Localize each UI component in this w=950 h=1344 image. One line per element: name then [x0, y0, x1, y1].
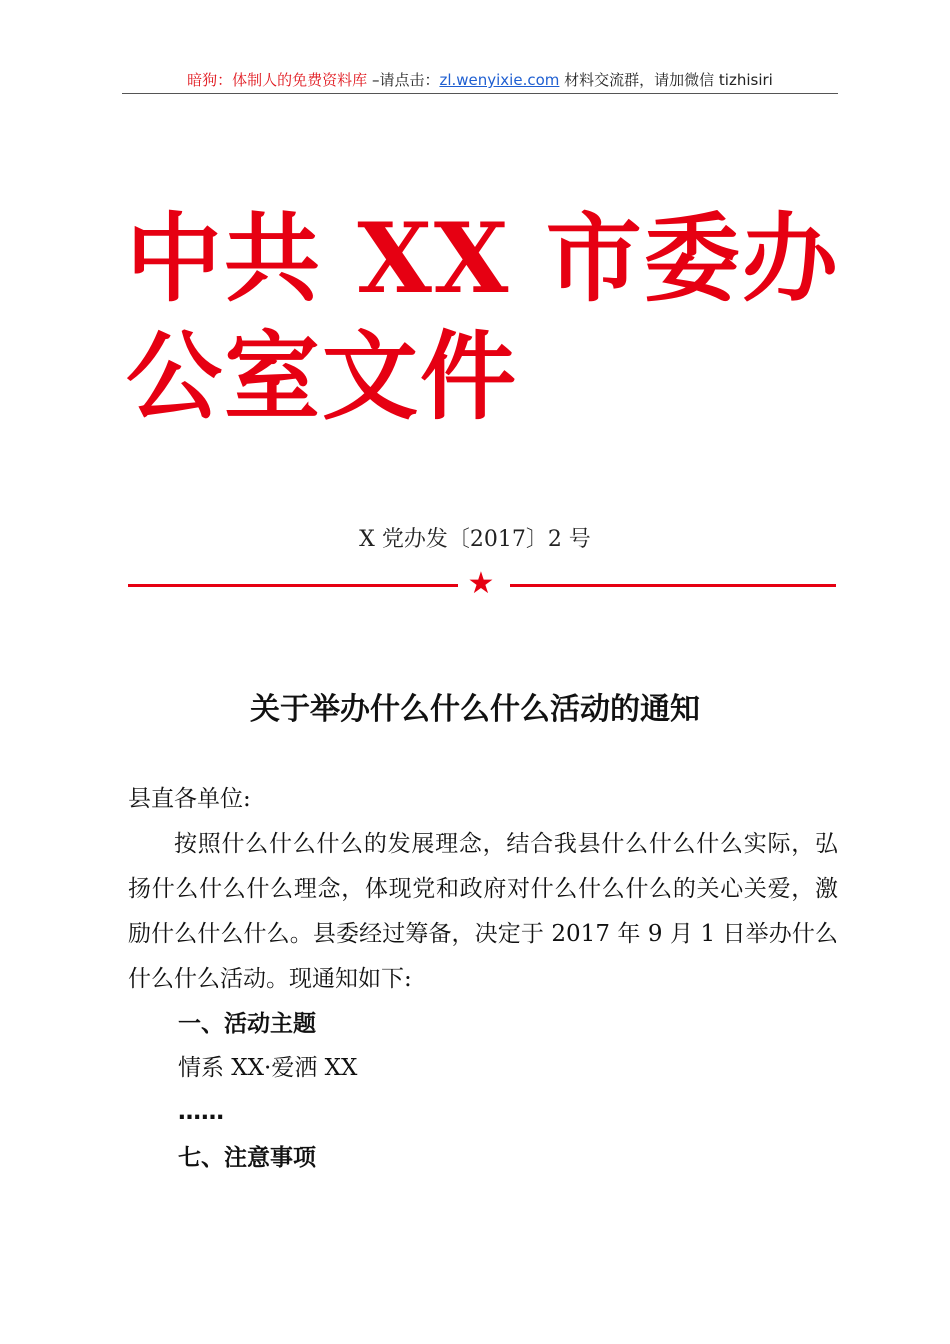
red-divider-left: [128, 584, 458, 587]
body-paragraph: 按照什么什么什么的发展理念，结合我县什么什么什么实际，弘扬什么什么什么理念，体现党和政府对什么什么什么的关心关爱，激励什么什么什么。县委经过筹备，决定于 2017 年 9 月 1 日举办什么什么什么活动。现通知如下:: [128, 831, 838, 992]
section-text-theme: 情系 XX·爱洒 XX: [178, 1055, 358, 1081]
document-title: 中共 XX 市委办公室文件: [126, 202, 840, 433]
salutation: 县直各单位:: [128, 786, 251, 812]
star-icon: ★: [467, 566, 495, 601]
header-site-name: 暗狗：体制人的免费资料库: [187, 71, 368, 89]
red-divider-right: [510, 584, 836, 587]
notice-title: 关于举办什么什么什么活动的通知: [250, 692, 700, 727]
header-divider: [122, 93, 838, 94]
ellipsis: ……: [178, 1099, 224, 1125]
section-heading-theme: 一、活动主题: [178, 1011, 316, 1037]
document-number: X 党办发〔2017〕2 号: [359, 527, 591, 552]
header-banner: [122, 68, 838, 92]
section-heading-notes: 七、注意事项: [178, 1145, 316, 1171]
header-wechat-note: 材料交流群，请加微信 tizhisiri: [559, 71, 773, 89]
header-link[interactable]: zl.wenyixie.com: [439, 71, 560, 89]
header-click-prompt: –请点击：: [367, 71, 440, 89]
